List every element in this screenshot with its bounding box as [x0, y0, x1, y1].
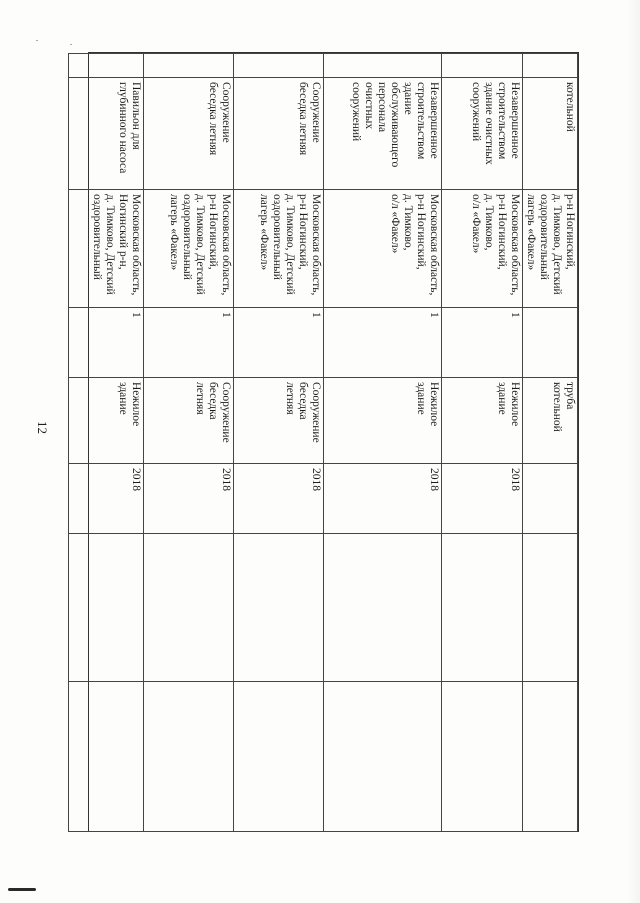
object-count: 1 [310, 312, 322, 318]
table-cell [144, 682, 234, 832]
table-cell [324, 190, 442, 308]
table-cell [523, 190, 578, 308]
table-cell [523, 54, 578, 78]
table-cell [144, 190, 234, 308]
scan-speck [70, 44, 72, 45]
object-address: Московская область, р-н Ногинский, д. Тимково, Детский оздоровительный лагерь «Факел» [168, 194, 232, 296]
object-name: Сооружение беседка летняя [297, 82, 322, 156]
table-cell [523, 378, 578, 464]
object-type: Нежилое здание [415, 382, 440, 427]
object-type: Сооружение беседка летняя [194, 382, 232, 443]
scan-mark [8, 888, 36, 891]
object-type: Нежилое здание [117, 382, 142, 427]
object-name: котельной [564, 82, 576, 132]
table-cell [69, 308, 144, 378]
table-cell [234, 464, 324, 534]
table-cell [69, 682, 144, 832]
table-cell [69, 534, 144, 682]
property-table [68, 53, 578, 832]
object-address: Московская область, р-н Ногинский, д. Тимково, Детский оздоровительный лагерь «Факел» [258, 194, 322, 296]
table-row [523, 54, 578, 832]
rotated-table-frame [88, 52, 579, 832]
object-count: 1 [220, 312, 232, 318]
table-cell [324, 682, 442, 832]
table-row [442, 54, 523, 832]
object-year: 2018 [130, 468, 142, 491]
table-cell [324, 378, 442, 464]
table-row [324, 54, 442, 832]
table-cell [523, 682, 578, 832]
table-cell [324, 464, 442, 534]
object-address: р-н Ногинский, д. Тимково, Детский оздоровительный лагерь «Факел» [525, 194, 576, 295]
table-row [234, 54, 324, 832]
table-cell [144, 308, 234, 378]
object-year: 2018 [509, 468, 521, 491]
table-cell [442, 78, 523, 190]
table-cell [234, 190, 324, 308]
rotated-table [89, 53, 578, 831]
table-cell [69, 378, 144, 464]
object-address: Московская область, р-н Ногинский, д. Тимково, о/л «Факел» [389, 194, 440, 296]
object-name: Незавершенное строительством здание обслуживающего персонала очистных сооружений [350, 82, 440, 168]
object-count: 1 [428, 312, 440, 318]
table-cell [442, 682, 523, 832]
table-cell [69, 54, 144, 78]
object-name: Незавершенное строительством здание очистных сооружений [470, 82, 521, 165]
table-cell [442, 464, 523, 534]
table-cell [442, 54, 523, 78]
object-type: труба котельной [551, 382, 576, 432]
scan-speck [36, 40, 38, 41]
page-number: 12 [35, 421, 50, 434]
object-address: Московская область, р-н Ногинский, д. Тимково, о/л «Факел» [470, 194, 521, 296]
table-cell [442, 308, 523, 378]
table-cell [69, 464, 144, 534]
table-cell [523, 534, 578, 682]
table-cell [234, 308, 324, 378]
table-cell [442, 534, 523, 682]
object-address: Московская область, Ногинский р-н, д. Тимково, Детский оздоровительный [91, 194, 142, 296]
table-cell [234, 534, 324, 682]
table-cell [523, 78, 578, 190]
table-cell [144, 464, 234, 534]
table-cell [324, 54, 442, 78]
table-cell [234, 54, 324, 78]
table-cell [234, 682, 324, 832]
table-cell [69, 190, 144, 308]
object-count: 1 [509, 312, 521, 318]
scan-edge-shadow [626, 0, 640, 903]
object-year: 2018 [310, 468, 322, 491]
object-name: Сооружение беседка летняя [207, 82, 232, 156]
table-cell [144, 378, 234, 464]
object-year: 2018 [220, 468, 232, 491]
table-cell [442, 190, 523, 308]
object-year: 2018 [428, 468, 440, 491]
table-cell [523, 308, 578, 378]
object-name: Павильон для глубинного насоса [117, 82, 142, 174]
table-cell [144, 78, 234, 190]
table-cell [69, 78, 144, 190]
table-cell [234, 378, 324, 464]
table-row [69, 54, 144, 832]
object-type: Сооружение беседка летняя [284, 382, 322, 443]
table-row [144, 54, 234, 832]
table-cell [144, 54, 234, 78]
table-cell [324, 534, 442, 682]
table-cell [324, 78, 442, 190]
object-count: 1 [130, 312, 142, 318]
table-cell [324, 308, 442, 378]
table-cell [144, 534, 234, 682]
object-type: Нежилое здание [496, 382, 521, 427]
table-cell [523, 464, 578, 534]
table-cell [442, 378, 523, 464]
table-cell [234, 78, 324, 190]
